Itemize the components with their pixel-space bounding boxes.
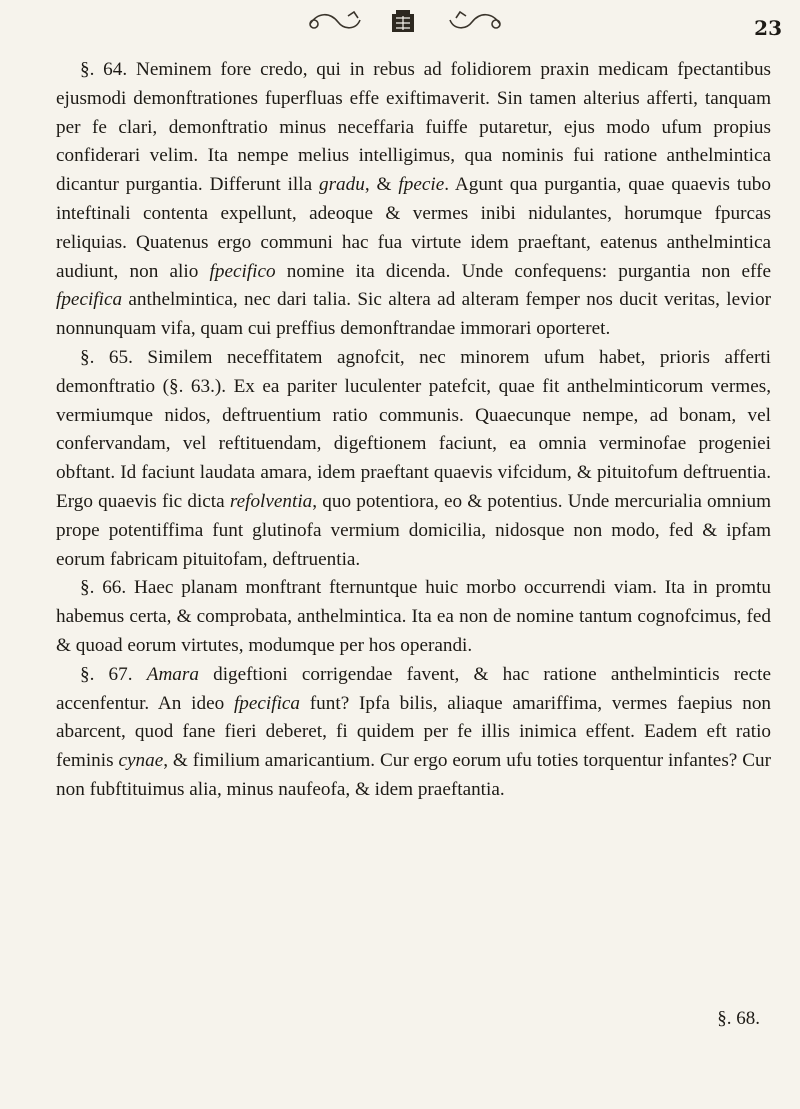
italic-term: fpecifico	[209, 260, 276, 282]
paragraph	[56, 344, 771, 574]
text-run: anthelmintica, nec dari talia. Sic altera ad alteram femper nos ducit veritas, levior nonnunquam vifa, quam cui preffius demonftrandae immorari oporteret.	[56, 289, 771, 340]
paragraph	[56, 56, 771, 344]
page-number: 23	[754, 16, 782, 40]
section-number: §. 64.	[80, 59, 128, 80]
text-run: funt? Ipfa bilis, aliaque amariffima, vermes faepius non abarcent, quod fane fieri deberet, fi quidem per fe illis inimica effent. Eadem eft ratio feminis	[56, 692, 772, 772]
paragraph	[56, 661, 771, 805]
italic-term: gradu	[319, 174, 365, 196]
section-number: §. 66.	[80, 577, 127, 599]
paragraph	[56, 574, 771, 660]
text-run: , quo potentiora, eo & potentius. Unde mercurialia omnium prope potentiffima funt glutinofa vermium domicilia, nidosque non modo, fed & ipfam eorum fabricam pituitofam, deftruentia.	[56, 490, 771, 570]
italic-term: Amara	[146, 663, 199, 685]
text-run: , & fimilium amaricantium. Cur ergo eorum ufu toties torquentur infantes? Cur non fubftituimus alia, minus naufeofa, & idem praeftantia.	[56, 750, 771, 800]
section-number: §. 65.	[80, 346, 133, 368]
italic-term: fpecifica	[56, 289, 123, 311]
text-run: . Agunt qua purgantia, quae quaevis tubo inteftinali contenta expellunt, adeoque & vermes inibi nidulantes, horumque fpurcas reliquias. Quatenus ergo communi hac fua virtute idem praeftant, eatenus anthelmintica audiunt, non alio	[56, 174, 771, 282]
text-run: Haec planam monftrant fternuntque huic morbo occurrendi viam. Ita in promtu habemus certa, & comprobata, anthelmintica. Ita ea non de nomine tantum cognofcimus, fed & quoad eorum virtutes, modumque per hos operandi.	[56, 577, 772, 656]
text-run: , &	[364, 174, 399, 196]
body-text	[56, 56, 771, 805]
italic-term: fpecie	[398, 174, 445, 196]
text-run: nomine ita dicenda. Unde confequens: purgantia non effe	[275, 260, 771, 282]
text-run: digeftioni corrigendae favent, & hac ratione anthelminticis recte accenfentur. An ideo	[56, 663, 771, 714]
section-number: §. 67.	[80, 663, 133, 685]
printers-ornament-icon	[300, 8, 510, 36]
text-run: Neminem fore credo, qui in rebus ad folidiorem praxin medicam fpectantibus ejusmodi demonftrationes fuperfluas effe exiftimaverit. Sin tamen alterius afferti, tanquam per fe clari, demonftratio minus neceffaria fuiffe putaretur, ejus modo ufum propius confiderari velim. Ita nempe melius intelligimus, qua nominis fui ratione anthelmintica dicantur purgantia. Differunt illa	[56, 59, 772, 196]
text-run: Similem neceffitatem agnofcit, nec minorem ufum habet, prioris afferti demonftratio (§. 63.). Ex ea pariter luculenter patefcit, quae fit anthelminticorum vermes, vermiumque nidos, deftruentium ratio communis. Quaecunque nempe, ad bonam, vel confervandam, vel reftituendam, digeftionem faciunt, ea omnia verminofae progeniei obftant. Id faciunt laudata amara, idem praeftant quaevis vifcidum, & pituitofum deftruentia. Ergo quaevis fic dicta	[56, 346, 772, 512]
italic-term: cynae	[118, 750, 164, 772]
italic-term: refolventia	[229, 490, 313, 512]
catchword: §. 68.	[717, 1008, 760, 1029]
page-header	[0, 8, 800, 40]
italic-term: fpecifica	[233, 692, 301, 714]
